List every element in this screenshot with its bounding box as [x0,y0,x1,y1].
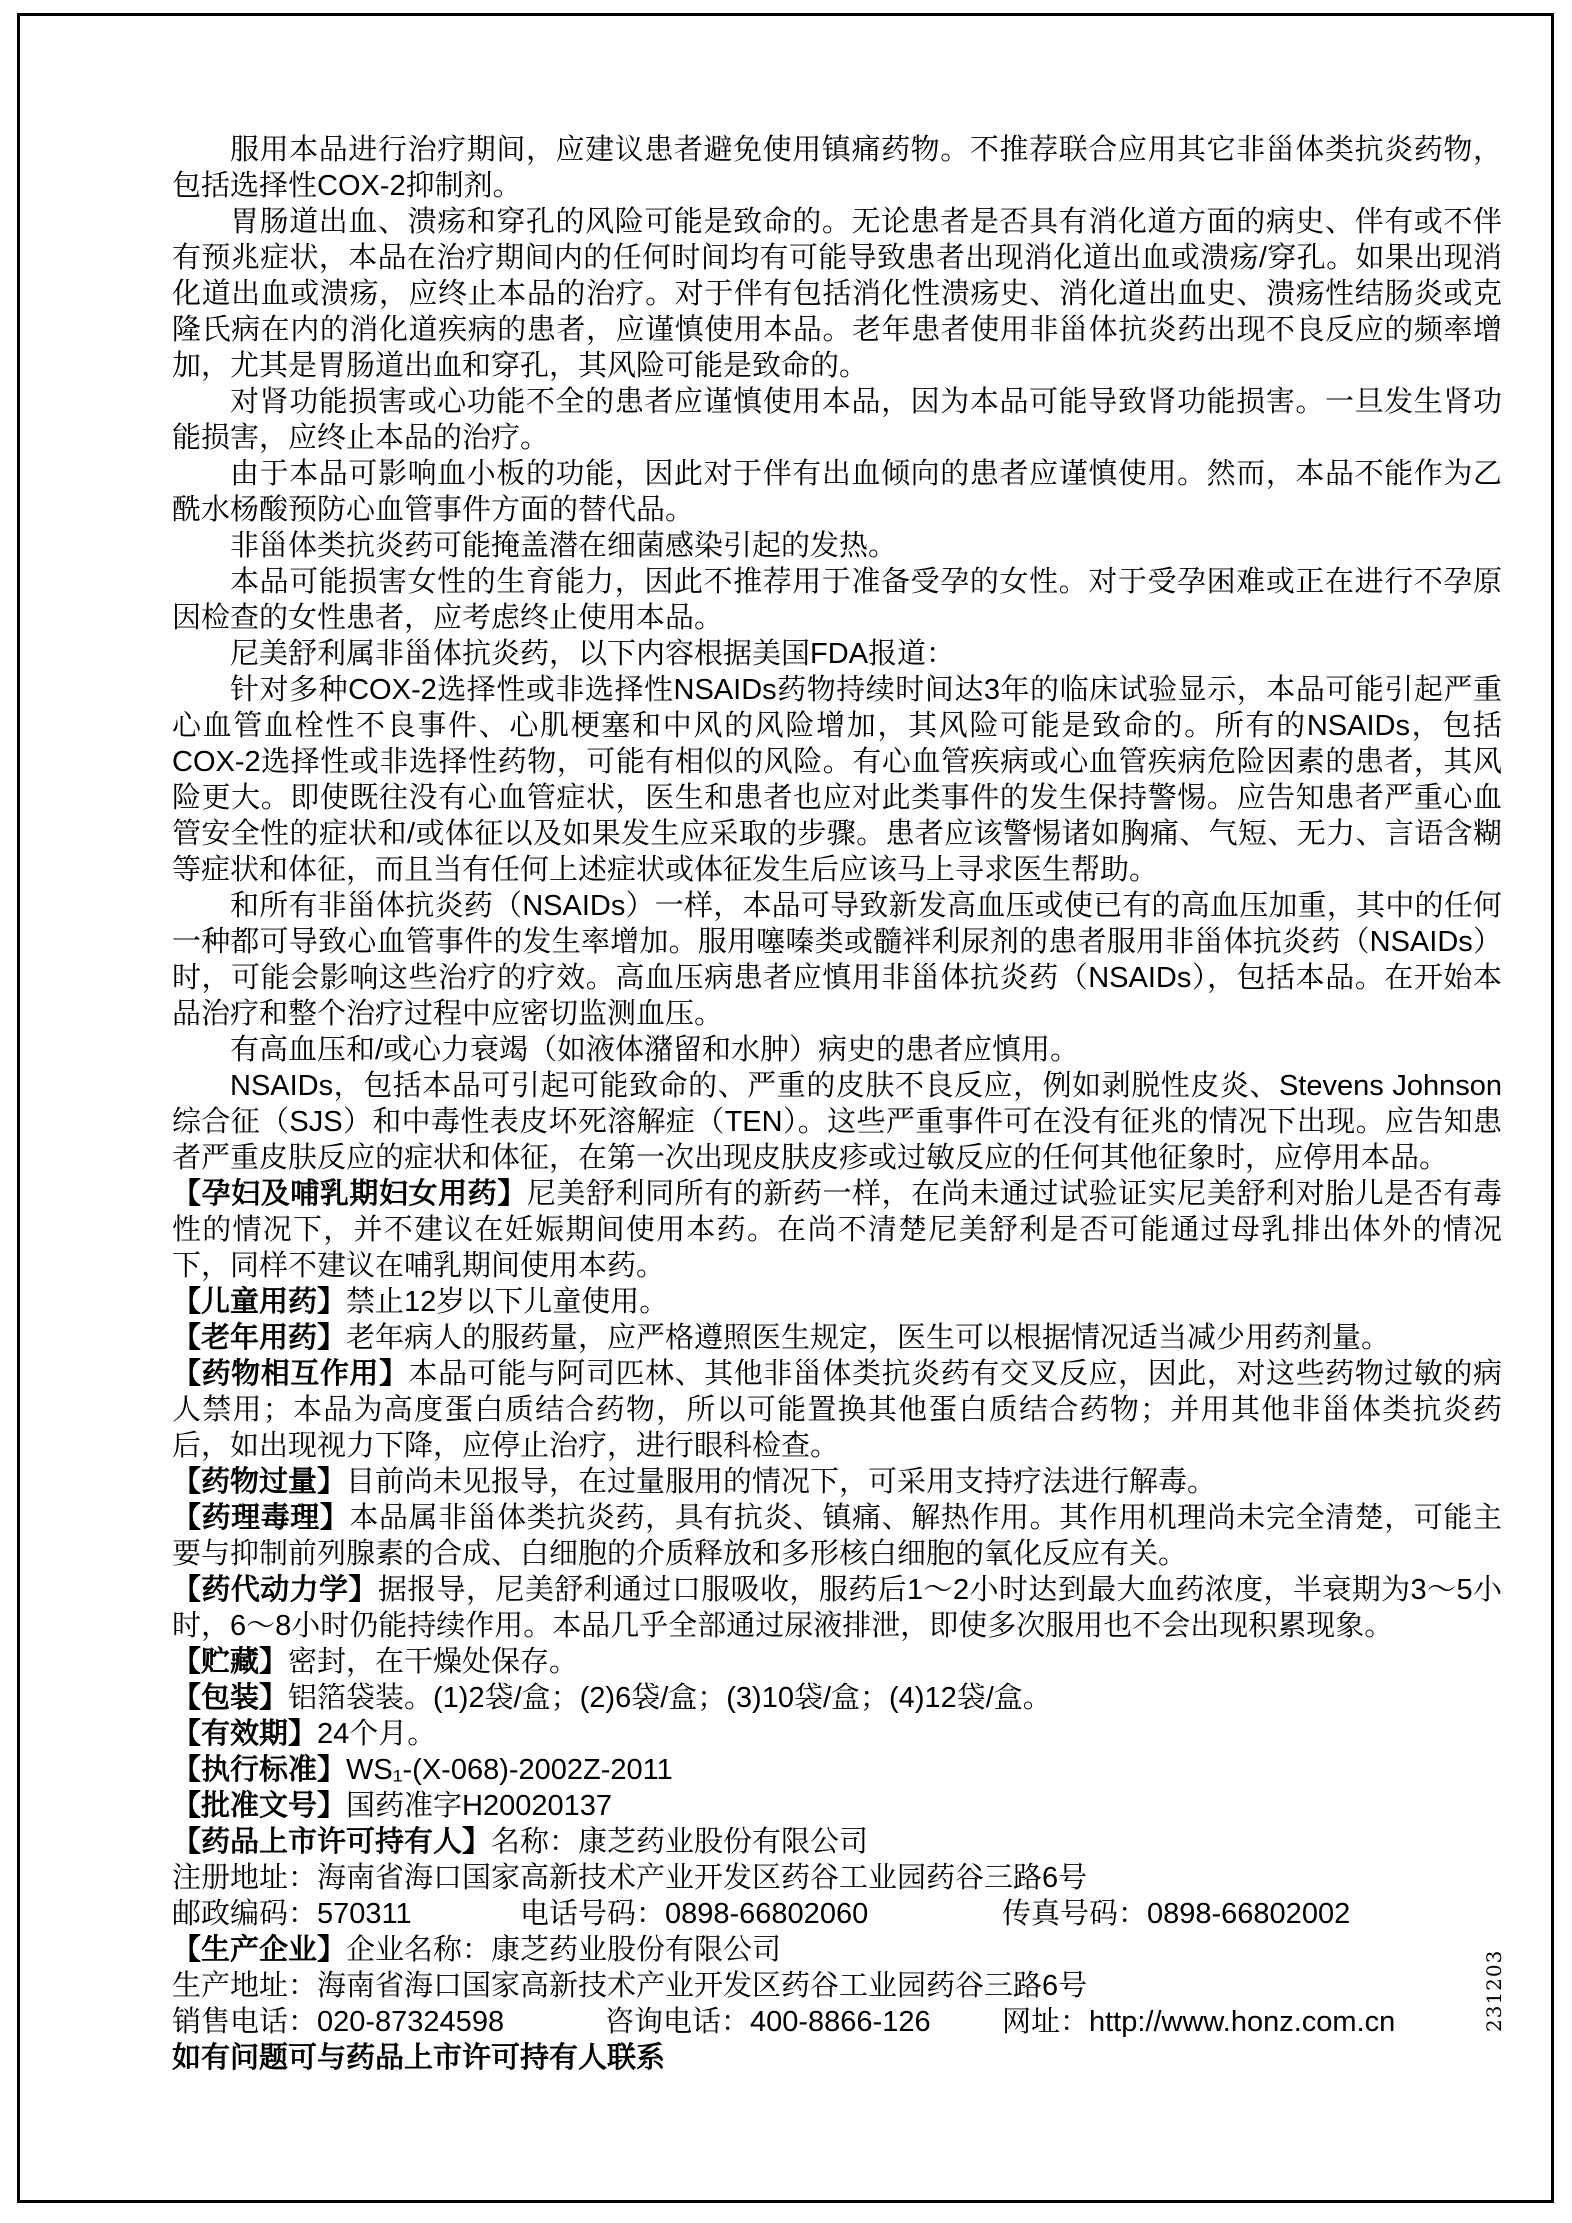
labeled-section [172,1356,1502,1464]
section-label: 【有效期】 [172,1718,318,1750]
section-label: 【药物过量】 [172,1466,347,1498]
section-label: 【药物相互作用】 [172,1358,409,1390]
contact-item: 销售电话：020-87324598 [172,2006,505,2038]
section-label: 【药理毒理】 [172,1502,350,1534]
section-text: 据报导，尼美舒利通过口服吸收，服药后1～2小时达到最大血药浓度，半衰期为3～5小时，6～8小时仍能持续作用。本品几乎全部通过尿液排泄，即使多次服用也不会出现积累现象。 [172,1574,1502,1642]
labeled-section [172,1680,1502,1716]
contact-item: 电话号码：0898-66802060 [520,1898,869,1930]
contact-row [172,1896,1502,1932]
section-text: 尼美舒利同所有的新药一样，在尚未通过试验证实尼美舒利对胎儿是否有毒性的情况下，并不建议在妊娠期间使用本药。在尚不清楚尼美舒利是否可能通过母乳排出体外的情况下，同样不建议在哺乳期间使用本药。 [172,1178,1502,1282]
contact-item: 网址：http://www.honz.com.cn [1002,2006,1396,2038]
note-line [172,2040,1502,2076]
section-text: 国药准字H20020137 [346,1790,612,1822]
section-label: 【贮藏】 [172,1646,289,1678]
section-text: 24个月。 [317,1718,437,1750]
labeled-section [172,1320,1502,1356]
labeled-section [172,1932,1502,1968]
labeled-section [172,1644,1502,1680]
contact-item: 传真号码：0898-66802002 [1002,1898,1351,1930]
paragraph [172,204,1502,384]
labeled-section [172,1176,1502,1284]
paragraph-text: 由于本品可影响血小板的功能，因此对于伴有出血倾向的患者应谨慎使用。然而，本品不能作为乙酰水杨酸预防心血管事件方面的替代品。 [172,458,1502,526]
section-text: 名称：康芝药业股份有限公司 [491,1826,869,1858]
paragraph-text: 非甾体类抗炎药可能掩盖潜在细菌感染引起的发热。 [230,530,898,562]
section-label: 【包装】 [172,1682,289,1714]
paragraph [172,564,1502,636]
section-text: 老年病人的服药量，应严格遵照医生规定，医生可以根据情况适当减少用药剂量。 [346,1322,1391,1354]
paragraph-text: 胃肠道出血、溃疡和穿孔的风险可能是致命的。无论患者是否具有消化道方面的病史、伴有或不伴有预兆症状，本品在治疗期间内的任何时间均有可能导致患者出现消化道出血或溃疡/穿孔。如果出现消化道出血或溃疡，应终止本品的治疗。对于伴有包括消化性溃疡史、消化道出血史、溃疡性结肠炎或克隆氏病在内的消化道疾病的患者，应谨慎使用本品。老年患者使用非甾体抗炎药出现不良反应的频率增加，尤其是胃肠道出血和穿孔，其风险可能是致命的。 [172,206,1502,382]
info-line [172,1860,1502,1896]
section-text: 密封，在干燥处保存。 [288,1646,579,1678]
paragraph [172,672,1502,888]
paragraph [172,888,1502,1032]
paragraph-text: 尼美舒利属非甾体抗炎药，以下内容根据美国FDA报道： [230,638,956,670]
paragraph [172,1068,1502,1176]
contact-item: 邮政编码：570311 [172,1898,412,1930]
document-content [172,132,1502,2076]
paragraph [172,132,1502,204]
section-text: 铝箔袋装。(1)2袋/盒；(2)6袋/盒；(3)10袋/盒；(4)12袋/盒。 [288,1682,1052,1714]
section-label: 【生产企业】 [172,1934,347,1966]
info-line [172,1968,1502,2004]
labeled-section [172,1464,1502,1500]
contact-row [172,2004,1502,2040]
labeled-section [172,1824,1502,1860]
section-text: 本品属非甾体类抗炎药，具有抗炎、镇痛、解热作用。其作用机理尚未完全清楚，可能主要与抑制前列腺素的合成、白细胞的介质释放和多形核白细胞的氧化反应有关。 [172,1502,1502,1570]
labeled-section [172,1284,1502,1320]
section-label: 【执行标准】 [172,1754,347,1786]
paragraph [172,528,1502,564]
labeled-section [172,1572,1502,1644]
section-text: 企业名称：康芝药业股份有限公司 [346,1934,782,1966]
paragraph [172,384,1502,456]
paragraph [172,456,1502,528]
labeled-section [172,1788,1502,1824]
paragraph-text: 如有问题可与药品上市许可持有人联系 [172,2042,666,2074]
paragraph [172,636,1502,672]
section-label: 【老年用药】 [172,1322,347,1354]
contact-item: 咨询电话：400-8866-126 [605,2006,931,2038]
side-code: 231203 [1482,1949,1506,2032]
paragraph-text: 注册地址：海南省海口国家高新技术产业开发区药谷工业园药谷三路6号 [172,1862,1088,1894]
labeled-section [172,1500,1502,1572]
paragraph-text: 服用本品进行治疗期间，应建议患者避免使用镇痛药物。不推荐联合应用其它非甾体类抗炎药物，包括选择性COX-2抑制剂。 [172,134,1502,202]
paragraph-text: NSAIDs，包括本品可引起可能致命的、严重的皮肤不良反应，例如剥脱性皮炎、Stevens Johnson综合征（SJS）和中毒性表皮坏死溶解症（TEN）。这些严重事件可在没有征兆的情况下出现。应告知患者严重皮肤反应的症状和体征，在第一次出现皮肤皮疹或过敏反应的任何其他征象时，应停用本品。 [172,1070,1502,1174]
section-text: WS₁-(X-068)-2002Z-2011 [346,1754,673,1786]
section-text: 禁止12岁以下儿童使用。 [346,1286,669,1318]
labeled-section [172,1716,1502,1752]
paragraph-text: 对肾功能损害或心功能不全的患者应谨慎使用本品，因为本品可能导致肾功能损害。一旦发生肾功能损害，应终止本品的治疗。 [172,386,1502,454]
section-text: 目前尚未见报导，在过量服用的情况下，可采用支持疗法进行解毒。 [346,1466,1217,1498]
paragraph-text: 和所有非甾体抗炎药（NSAIDs）一样，本品可导致新发高血压或使已有的高血压加重，其中的任何一种都可导致心血管事件的发生率增加。服用噻嗪类或髓袢利尿剂的患者服用非甾体抗炎药（NSAIDs）时，可能会影响这些治疗的疗效。高血压病患者应慎用非甾体抗炎药（NSAIDs），包括本品。在开始本品治疗和整个治疗过程中应密切监测血压。 [172,890,1502,1030]
section-label: 【药代动力学】 [172,1574,378,1606]
paragraph-text: 本品可能损害女性的生育能力，因此不推荐用于准备受孕的女性。对于受孕困难或正在进行不孕原因检查的女性患者，应考虑终止使用本品。 [172,566,1502,634]
section-label: 【药品上市许可持有人】 [172,1826,492,1858]
paragraph [172,1032,1502,1068]
paragraph-text: 有高血压和/或心力衰竭（如液体潴留和水肿）病史的患者应慎用。 [230,1034,1080,1066]
section-label: 【批准文号】 [172,1790,347,1822]
section-label: 【儿童用药】 [172,1286,347,1318]
labeled-section [172,1752,1502,1788]
section-label: 【孕妇及哺乳期妇女用药】 [172,1178,527,1210]
paragraph-text: 针对多种COX-2选择性或非选择性NSAIDs药物持续时间达3年的临床试验显示，本品可能引起严重心血管血栓性不良事件、心肌梗塞和中风的风险增加，其风险可能是致命的。所有的NSAIDs，包括COX-2选择性或非选择性药物，可能有相似的风险。有心血管疾病或心血管疾病危险因素的患者，其风险更大。即使既往没有心血管症状，医生和患者也应对此类事件的发生保持警惕。应告知患者严重心血管安全性的症状和/或体征以及如果发生应采取的步骤。患者应该警惕诸如胸痛、气短、无力、言语含糊等症状和体征，而且当有任何上述症状或体征发生后应该马上寻求医生帮助。 [172,674,1502,886]
paragraph-text: 生产地址：海南省海口国家高新技术产业开发区药谷工业园药谷三路6号 [172,1970,1088,2002]
section-text: 本品可能与阿司匹林、其他非甾体类抗炎药有交叉反应，因此，对这些药物过敏的病人禁用；本品为高度蛋白质结合药物，所以可能置换其他蛋白质结合药物；并用其他非甾体类抗炎药后，如出现视力下降，应停止治疗，进行眼科检查。 [172,1358,1502,1462]
